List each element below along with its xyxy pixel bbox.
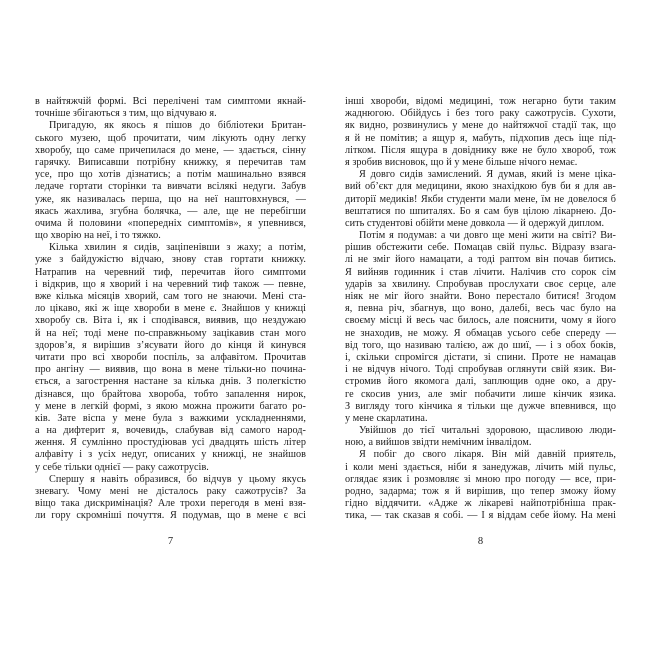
text-line: в найтяжчій формі. Всі перелічені там симптоми якнай- <box>35 96 306 107</box>
text-line: ге скосив униз, але зміг побачити лише кінчик язика. <box>345 388 616 400</box>
text-line: вже кілька місяців хворий, сам того не знаючи. Мені ста- <box>35 291 306 302</box>
text-line: ударів за хвилину. Спробував прослухати своє серце, але <box>345 278 616 290</box>
text-line: про ангіну — виявив, що вона в мене тільки-но почина- <box>35 364 306 376</box>
text-line: тика, — так сказав я собі. — І я віддам себе йому. На мені <box>345 510 616 522</box>
text-line: я, певна річ, збагнув, що воно, далебі, весь час було на <box>345 303 616 315</box>
text-line: Я вийняв годинник і став лічити. Налічив сто сорок сім <box>345 266 616 278</box>
text-line: своєму місці й весь час билось, але пояснити, чому я його <box>345 315 616 327</box>
text-line: сить студентові обійти мене довкола — й одержуй диплом. <box>345 217 605 229</box>
text-line: і, скільки спромігся дістати, зі спини. Проте не намацав <box>345 351 616 363</box>
page-right-text-block <box>345 96 616 523</box>
text-line: оглядає язик і розмовляє зі мною про погоду — все, при- <box>345 473 616 485</box>
text-line: ло цікаво, які ж іще хвороби в мене є. Знайшов у книжці <box>35 303 306 315</box>
text-line: якась жахлива, згубна болячка, — але, ще не перебігши <box>35 205 306 217</box>
text-line: гідно віддячити. «Адже ж лікареві найпотрібніша прак- <box>345 498 616 510</box>
text-line: Пригадую, як якось я пішов до бібліотеки Британ- <box>49 120 306 132</box>
text-line: ється, а загострення настане за кілька днів. З полегкістю <box>35 376 306 388</box>
text-line: лі не зміг його намацати, а тоді раптом він почав битись. <box>345 254 616 266</box>
text-line: і коли мені здається, ніби я занедужав, лічить мій пульс, <box>345 461 616 473</box>
text-line: ження. Я сумлінно простудіював усі двадцять шість літер <box>35 437 306 449</box>
text-line: ли гору скромніші почуття. Я подумав, що в мене є всі <box>35 510 306 522</box>
text-line: інші хвороби, відомі медицині, тож негарно бути таким <box>345 96 616 107</box>
text-line: я й не помітив; а ящур я, мабуть, підхопив десь іще під- <box>345 132 616 144</box>
text-line: очима й половини «попередніх симптомів», я упевнився, <box>35 217 306 229</box>
text-line: гарячку. Виписавши потрібну книжку, я перечитав там <box>35 156 306 168</box>
text-line: у мене в легкій формі, з якою можна прожити багато ро- <box>35 400 306 412</box>
text-line: уже, як називалась перша, що на неї наштовхнувся, — <box>35 193 306 205</box>
page-left-text-block <box>35 96 306 523</box>
text-line: ною, а вийшов звідти немічним інвалідом. <box>345 437 532 449</box>
text-line: хворобу св. Віта і, як і сподівався, виявив, що нездужаю <box>35 315 306 327</box>
text-line: як видно, розвинулись у мене до найтяжчої стадії так, що <box>345 120 616 132</box>
text-line: що хворію на неї, і то тяжко. <box>35 230 161 242</box>
text-line: З вигляду того кінчика я тільки ще дужче впевнився, що <box>345 400 616 412</box>
page-number-right: 8 <box>477 536 484 547</box>
page-right <box>345 96 616 523</box>
text-line: Кілька хвилин я сидів, заціпенівши з жаху; а потім, <box>49 242 306 254</box>
text-line: і відкрив, що я хворий і на черевний тиф також — певне, <box>35 278 306 290</box>
text-line: читати про всі хвороби поспіль, за алфавітом. Прочитав <box>35 351 306 363</box>
text-line: Спершу я навіть образився, бо відчув у цьому якусь <box>49 473 306 485</box>
text-line: а на дифтерит я, вочевидь, слабував від самого народ- <box>35 425 306 437</box>
text-line: точніше збігаються з тим, що відчуваю я. <box>35 108 217 120</box>
text-line: зневагу. Чому мені не дісталось раку сажотрусів? За <box>35 486 306 497</box>
text-line: літком. Після ящура в довіднику вже не було хвороб, тож <box>345 144 616 156</box>
text-line: рішив обстежити себе. Помацав свій пульс. Відразу взага- <box>345 242 616 254</box>
text-line: й на неї; тоді мене по-справжньому зацікавив стан мого <box>35 327 306 339</box>
text-line: вий об’єкт для медицини, якою знахідкою був би я для ав- <box>345 181 616 193</box>
text-line: стромив його якомога далі, заплющив одне око, а дру- <box>345 376 616 388</box>
text-line: хворобу, що саме причепилася до мене, — здається, сінну <box>35 144 306 156</box>
text-line: у мене скарлатина. <box>345 412 428 424</box>
text-line: Я побіг до свого лікаря. Він мій давній приятель, <box>359 449 616 461</box>
text-line: Я довго сидів замислений. Я думав, який із мене ціка- <box>359 169 616 181</box>
text-line: вештатися по шпиталях. Бо я сам був цілою лікарнею. До- <box>345 205 616 217</box>
text-line: і не відчув нічого. Тоді спробував оглянути свій язик. Ви- <box>345 364 616 376</box>
text-line: Натрапив на черевний тиф, перечитав його симптоми <box>35 266 306 278</box>
text-line: ського музею, щоб прочитати, чим лікують одну легку <box>35 132 306 144</box>
text-line: не знаходив, не можу. Я обмацав усього себе спереду — <box>345 327 616 339</box>
text-line: жаднюгою. Обійдусь і без того раку сажотрусів. Сухоти, <box>345 108 616 120</box>
text-line: від того, що називаю талією, аж до шиї, — і з обох боків, <box>345 339 616 351</box>
text-line: уже з байдужістю відчаю, знову став гортати книжку. <box>35 254 306 266</box>
text-line: Увійшов до тієї читальні здоровою, щасливою люди- <box>359 425 616 437</box>
text-line: ледаче гортати сторінки та вивчати всілякі недуги. Забув <box>35 181 306 193</box>
text-line: родно, задарма; тож я й вирішив, що тепер зможу йому <box>345 486 616 497</box>
text-line: дізнався, що брайтова хвороба, тобто запалення нирок, <box>35 388 306 400</box>
text-line: ніяк не міг його знайти. Воно перестало битися! Згодом <box>345 291 616 302</box>
text-line: алфавіту і з усіх недуг, описаних у книжці, не знайшов <box>35 449 306 461</box>
page-number-left: 7 <box>167 536 174 547</box>
page-left <box>35 96 306 523</box>
text-line: Потім я подумав: а чи довго ще мені жити на світі? Ви- <box>359 230 616 242</box>
text-line: ків. Зате віспа у мене була з важкими ускладненнями, <box>35 412 306 424</box>
text-line: усе, про що хотів дізнатись; а потім машинально взявся <box>35 169 306 181</box>
text-line: здоров’я, я вирішив з’ясувати його до кінця й кинувся <box>35 339 306 351</box>
text-line: віщо така дискримінація? Але трохи перегодя в мені взя- <box>35 498 306 510</box>
text-line: я зробив висновок, що й у мене більше нічого немає. <box>345 156 578 168</box>
text-line: диторії медиків! Якби студенти мали мене, їм не довелося б <box>345 193 616 205</box>
text-line: у себе тільки однієї — раку сажотрусів. <box>35 461 209 473</box>
